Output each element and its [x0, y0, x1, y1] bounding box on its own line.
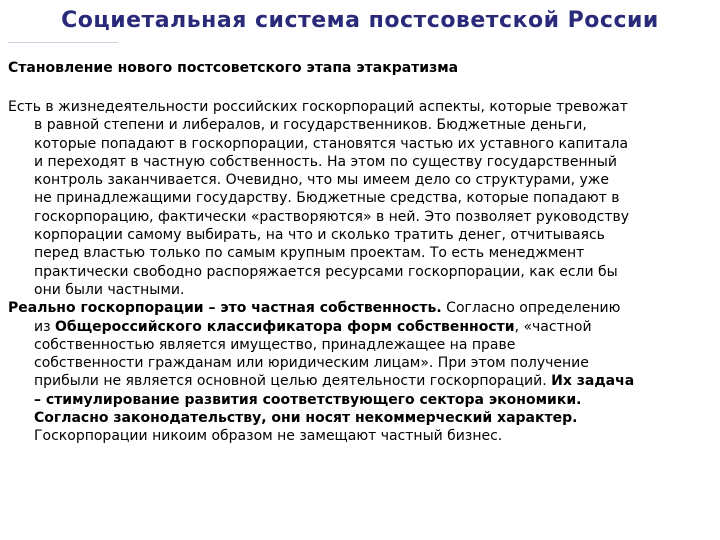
text-line: и переходят в частную собственность. На этом по существу государственный	[34, 153, 617, 170]
text-line: контроль заканчивается. Очевидно, что мы имеем дело со структурами, уже	[34, 172, 610, 189]
paragraph-private-property	[8, 299, 708, 445]
emphasis-text: Общероссийского классификатора форм собственности	[55, 318, 515, 335]
slide-subtitle: Становление нового постсоветского этапа этакратизма	[8, 60, 459, 76]
text-segment: прибыли не является основной целью деятельности госкорпораций.	[34, 373, 552, 390]
text-line	[8, 391, 708, 409]
text-line: госкорпорацию, фактически «растворяются» в ней. Это позволяет руководству	[34, 208, 630, 225]
text-line: Есть в жизнедеятельности российских госкорпораций аспекты, которые тревожат	[8, 99, 628, 115]
text-line: корпорации самому выбирать, на что и сколько тратить денег, отчитываясь	[34, 227, 605, 244]
emphasis-text: Согласно законодательству, они носят некоммерческий характер.	[34, 410, 578, 427]
emphasis-text: – стимулирование развития соответствующего сектора экономики.	[34, 391, 582, 408]
text-line: практически свободно распоряжается ресурсами госкорпорации, как если бы	[34, 263, 618, 280]
slide-title: Социетальная система постсоветской России	[61, 8, 659, 33]
text-segment: из	[34, 318, 55, 335]
text-line: не принадлежащими государству. Бюджетные средства, которые попадают в	[34, 190, 620, 207]
text-line: они были частными.	[34, 281, 185, 298]
text-line	[8, 318, 708, 336]
emphasis-text: Их задача	[551, 373, 635, 390]
text-line	[8, 409, 708, 427]
text-line: которые попадают в госкорпорации, становятся частью их уставного капитала	[34, 135, 629, 152]
text-line: собственности гражданам или юридическим лицам». При этом получение	[34, 355, 589, 372]
emphasis-text: Реально госкорпорации – это частная собственность.	[8, 300, 442, 317]
text-line	[8, 372, 708, 390]
text-line: Госкорпорации никоим образом не замещают частный бизнес.	[34, 428, 503, 445]
title-divider	[8, 42, 118, 43]
paragraph-budget-funds	[8, 98, 708, 299]
text-segment: , «частной	[514, 318, 592, 335]
text-segment: Согласно определению	[441, 300, 621, 317]
text-line: собственностью является имущество, принадлежащее на праве	[34, 336, 516, 353]
text-line	[8, 299, 708, 317]
text-line: перед властью только по самым крупным проектам. То есть менеджмент	[34, 245, 585, 262]
text-line: в равной степени и либералов, и государственников. Бюджетные деньги,	[34, 117, 587, 134]
slide-body	[8, 98, 708, 446]
